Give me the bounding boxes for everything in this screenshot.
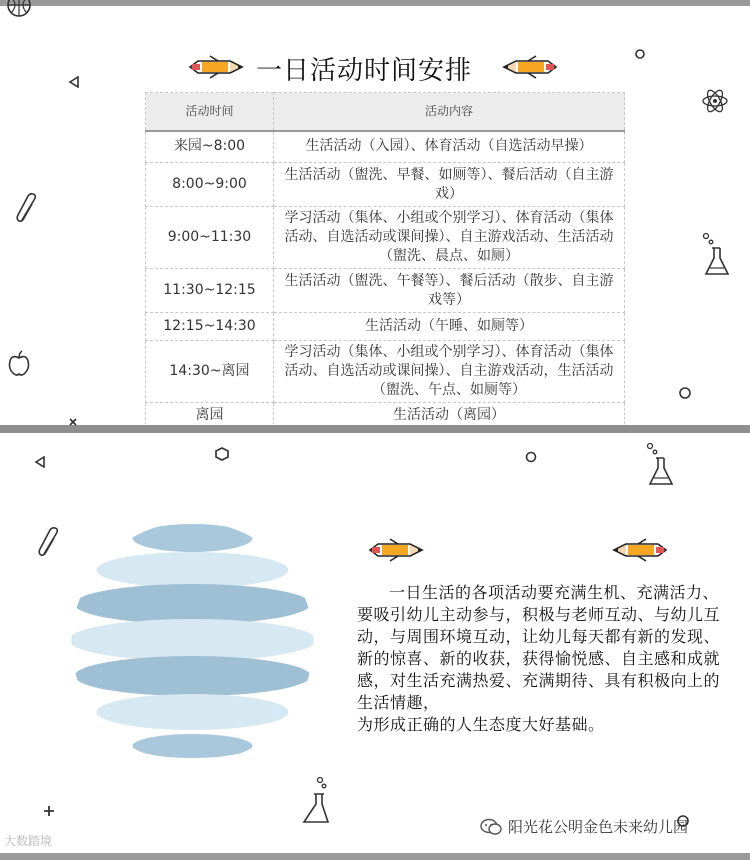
column-header-content: 活动内容	[273, 93, 624, 131]
table-row	[146, 313, 625, 341]
flask-icon	[300, 776, 334, 828]
time-cell: 8:00~9:00	[146, 163, 274, 207]
wechat-icon	[480, 818, 502, 836]
pencil-icon	[612, 535, 668, 565]
time-cell: 离园	[146, 403, 274, 426]
content-cell: 学习活动（集体、小组或个别学习）、体育活动（集体活动、自选活动或课间操）、自主游戏活动、生活活动（盥洗、晨点、如厕）	[273, 207, 624, 269]
paperclip-icon	[34, 526, 62, 558]
flask-icon	[644, 442, 676, 490]
content-cell: 生活活动（离园）	[273, 403, 624, 426]
paragraph-main: 一日生活的各项活动要充满生机、充满活力、要吸引幼儿主动参与，积极与老师互动、与幼儿互动，与周围环境互动，让幼儿每天都有新的发现、新的惊喜、新的收获，获得愉悦感、自主感和成就感，对生活充满热爱、充满期待、具有积极向上的生活情趣，	[357, 583, 721, 712]
table-row	[146, 341, 625, 403]
time-cell: 12:15~14:30	[146, 313, 274, 341]
watermark-text: 大数踏境	[4, 834, 53, 848]
content-cell: 生活活动（盥洗、午餐等）、餐后活动（散步、自主游戏等）	[273, 269, 624, 313]
content-cell: 学习活动（集体、小组或个别学习）、体育活动（集体活动、自选活动或课间操）、自主游戏活动，生活活动（盥洗、午点、如厕等）	[273, 341, 624, 403]
table-header-row	[146, 93, 625, 131]
time-cell: 9:00~11:30	[146, 207, 274, 269]
schedule-table	[145, 92, 625, 425]
striped-globe-illustration	[70, 520, 315, 765]
time-cell: 11:30~12:15	[146, 269, 274, 313]
table-row	[146, 163, 625, 207]
hexagon-icon	[214, 446, 230, 462]
circle-icon	[524, 450, 538, 464]
time-cell: 14:30~离园	[146, 341, 274, 403]
content-cell: 生活活动（午睡、如厕等）	[273, 313, 624, 341]
time-cell: 来园~8:00	[146, 131, 274, 163]
page-title: 一日活动时间安排	[256, 56, 473, 86]
middle-separator	[0, 425, 750, 433]
table-row	[146, 207, 625, 269]
content-cell: 生活活动（入园）、体育活动（自选活动早操）	[273, 131, 624, 163]
watermark	[4, 832, 52, 849]
paragraph-last: 为形成正确的人生态度大好基础。	[357, 715, 605, 734]
account-credit	[480, 816, 688, 837]
bottom-separator	[0, 853, 750, 860]
pencil-icon	[368, 535, 424, 565]
plus-icon	[42, 804, 56, 818]
triangle-icon	[34, 456, 46, 468]
table-row	[146, 403, 625, 426]
content-cell: 生活活动（盥洗、早餐、如厕等）、餐后活动（自主游戏）	[273, 163, 624, 207]
table-viewport	[0, 0, 750, 425]
table-row	[146, 131, 625, 163]
account-name: 阳光花公明金色未来幼儿园	[508, 818, 689, 836]
description-paragraph	[357, 582, 727, 736]
column-header-time: 活动时间	[146, 93, 274, 131]
table-row	[146, 269, 625, 313]
